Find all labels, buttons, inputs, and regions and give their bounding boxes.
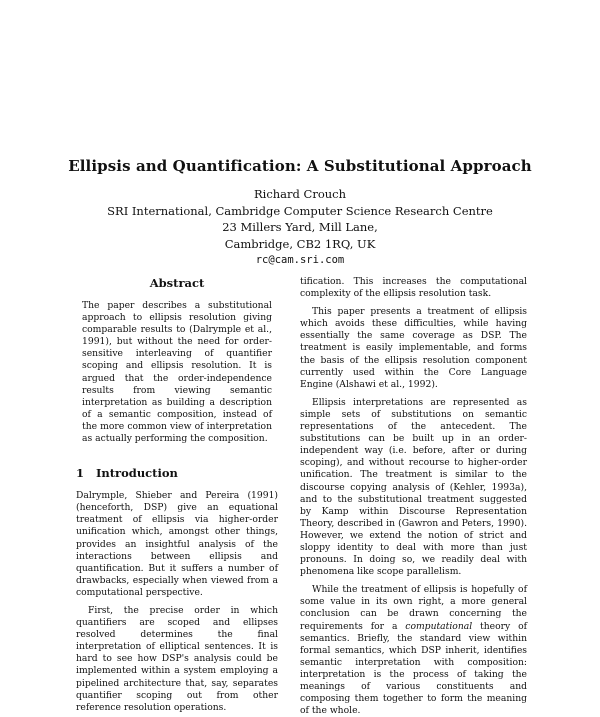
intro-paragraph-2: First, the precise order in which quantifiers are scoped and ellipses resolved determines the final interpretation of elliptical sentences. It is hard to see how DSP's analysis could be implemented within a system employing a pipelined architecture that, say, separates quantifier scoping out from other reference resolution operations.	[76, 604, 278, 713]
author-address-line1: 23 Millers Yard, Mill Lane,	[222, 220, 378, 234]
abstract-heading: Abstract	[149, 276, 205, 290]
right-paragraph-2: Ellipsis interpretations are represented as simple sets of substitutions on semantic representations of the antecedent. The substitutions can be built up in an order-independent way (i.e. before, after or during scoping), and without recourse to higher-order unification. The treatment is similar to the discourse copying analysis of (Kehler, 1993a), and to the substitutional treatment suggested by Kamp within Discourse Representation Theory, described in (Gawron and Peters, 1990). However, we extend the notion of strict and sloppy identity to deal with more than just pronouns. In doing so, we readily deal with phenomena like scope parallelism.	[300, 396, 527, 578]
section-heading-introduction	[76, 466, 278, 480]
right-paragraph-3-end: theory of semantics. Briefly, the standard view within formal semantics, which DSP inherit, identifies semantic interpretation with composition: interpretation is the process of taking the meanings of various constituents and composing them together to form the meaning of the whole.	[300, 620, 527, 717]
author-address-line2: Cambridge, CB2 1RQ, UK	[224, 236, 376, 251]
section-title: Introduction	[96, 466, 178, 481]
right-paragraph-3-start: While the treatment of ellipsis is hopefully of some value in its own right, a more general conclusion can be drawn concerning the requirements for a	[300, 584, 527, 632]
section-number: 1	[76, 466, 85, 481]
right-paragraph-1: This paper presents a treatment of ellipsis which avoids these difficulties, while having essentially the same coverage as DSP. The treatment is easily implementable, and forms the basis of the ellipsis resolution component currently used within the Core Language Engine (Alshawi et al., 1992).	[300, 306, 527, 390]
right-paragraph-3	[300, 584, 527, 717]
left-column	[76, 276, 278, 714]
emphasis-computational: computational	[405, 620, 473, 632]
author-name: Richard Crouch	[253, 187, 347, 201]
author-affiliation: SRI International, Cambridge Computer Science Research Centre	[107, 203, 493, 218]
right-column	[300, 276, 527, 717]
right-paragraph-0: tification. This increases the computational complexity of the ellipsis resolution task.	[300, 276, 527, 300]
author-email: rc@cam.sri.com	[255, 254, 345, 266]
intro-paragraph-1: Dalrymple, Shieber and Pereira (1991) (henceforth, DSP) give an equational treatment of ellipsis via higher-order unification which, amongst other things, provides an insightful analysis of the interactions between ellipsis and quantification. But it suffers a number of drawbacks, especially when viewed from a computational perspective.	[76, 490, 278, 598]
paper-title: Ellipsis and Quantification: A Substitutional Approach	[68, 157, 532, 175]
author-block	[0, 186, 600, 269]
abstract-text: The paper describes a substitutional approach to ellipsis resolution giving comparable results to (Dalrymple et al., 1991), but without the need for order-sensitive interleaving of quantifier scoping and ellipsis resolution. It is argued that the order-independence results from viewing semantic interpretation as building a description of a semantic composition, instead of the more common view of interpretation as actually performing the composition.	[82, 300, 272, 445]
